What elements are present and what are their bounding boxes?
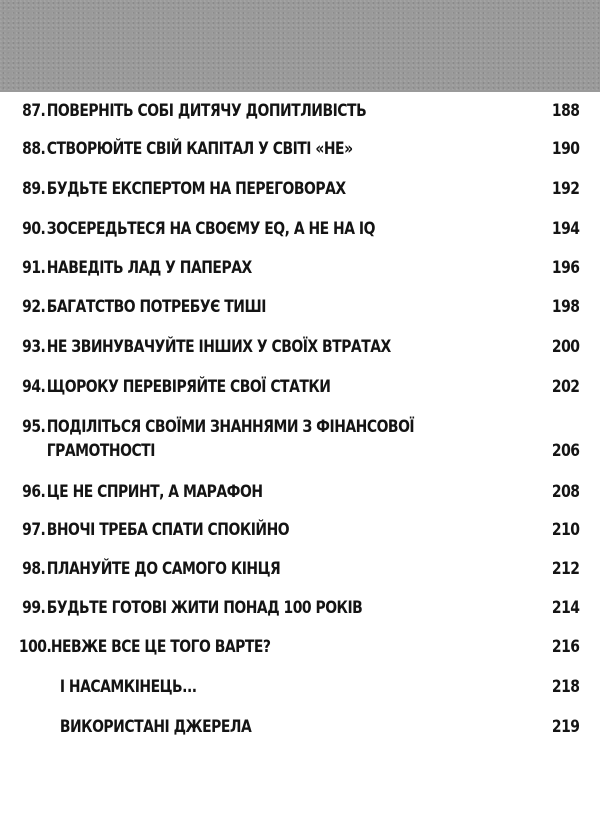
toc-entry-number: 89.	[22, 179, 46, 199]
toc-entry-page: 206	[551, 441, 580, 461]
toc-entry-page: 212	[551, 559, 580, 579]
toc-entry-number: 88.	[22, 139, 46, 159]
toc-entry-title: БУДЬТЕ ЕКСПЕРТОМ НА ПЕРЕГОВОРАХ	[46, 179, 346, 199]
toc-entry-page: 192	[551, 179, 580, 199]
toc-entry-page: 214	[551, 598, 580, 618]
toc-entry-title-line2: ГРАМОТНОСТІ	[46, 441, 155, 461]
toc-entry-number: 98.	[22, 559, 46, 579]
toc-entry-title: НАВЕДІТЬ ЛАД У ПАПЕРАХ	[46, 258, 252, 278]
toc-entry-number: 93.	[22, 337, 46, 357]
toc-entry-number: 87.	[22, 101, 46, 121]
toc-entry-number: 95.	[22, 417, 46, 437]
toc-entry-number: 90.	[22, 219, 46, 239]
toc-entry-title: ПОДІЛІТЬСЯ СВОЇМИ ЗНАННЯМИ З ФІНАНСОВОЇ	[46, 417, 415, 437]
toc-entry-title: ЗОСЕРЕДЬТЕСЯ НА СВОЄМУ EQ, А НЕ НА IQ	[46, 219, 375, 239]
toc-entry-number: 97.	[22, 520, 46, 540]
toc-entry-page: 216	[551, 637, 580, 657]
toc-entry-number: 100.	[18, 637, 52, 657]
toc-entry-title: БАГАТСТВО ПОТРЕБУЄ ТИШІ	[46, 297, 266, 317]
toc-entry-title: ЦЕ НЕ СПРИНТ, А МАРАФОН	[46, 482, 263, 502]
toc-entry-title: І НАСАМКІНЕЦЬ...	[59, 677, 197, 697]
toc-entry-page: 196	[551, 258, 580, 278]
toc-entry-title: ВИКОРИСТАНІ ДЖЕРЕЛА	[59, 717, 252, 737]
toc-entry-number: 91.	[22, 258, 46, 278]
toc-entry-title: ПОВЕРНІТЬ СОБІ ДИТЯЧУ ДОПИТЛИВІСТЬ	[46, 101, 367, 121]
toc-entry-title: ВНОЧІ ТРЕБА СПАТИ СПОКІЙНО	[46, 520, 290, 540]
toc-entry-number: 96.	[22, 482, 46, 502]
toc-entry-title: ПЛАНУЙТЕ ДО САМОГО КІНЦЯ	[46, 559, 281, 579]
toc-entry-title: НЕВЖЕ ВСЕ ЦЕ ТОГО ВАРТЕ?	[50, 637, 271, 657]
toc-entry-title: БУДЬТЕ ГОТОВІ ЖИТИ ПОНАД 100 РОКІВ	[46, 598, 363, 618]
toc-entry-page: 194	[551, 219, 580, 239]
toc-entry-page: 219	[551, 717, 580, 737]
toc-entry-page: 190	[551, 139, 580, 159]
header-band	[0, 0, 600, 92]
toc-entry-page: 210	[551, 520, 580, 540]
toc-entry-title: СТВОРЮЙТЕ СВІЙ КАПІТАЛ У СВІТІ «НЕ»	[46, 139, 353, 159]
toc-entry-number: 94.	[22, 377, 46, 397]
toc-entry-page: 188	[551, 101, 580, 121]
toc-entry-page: 202	[551, 377, 580, 397]
toc-entry-page: 218	[551, 677, 580, 697]
toc-entry-number: 99.	[22, 598, 46, 618]
toc-entry-title: НЕ ЗВИНУВАЧУЙТЕ ІНШИХ У СВОЇХ ВТРАТАХ	[46, 337, 391, 357]
toc-entry-title: ЩОРОКУ ПЕРЕВІРЯЙТЕ СВОЇ СТАТКИ	[46, 377, 331, 397]
toc-entry-number: 92.	[22, 297, 46, 317]
toc-entry-page: 200	[551, 337, 580, 357]
toc-entry-page: 198	[551, 297, 580, 317]
toc-entry-page: 208	[551, 482, 580, 502]
